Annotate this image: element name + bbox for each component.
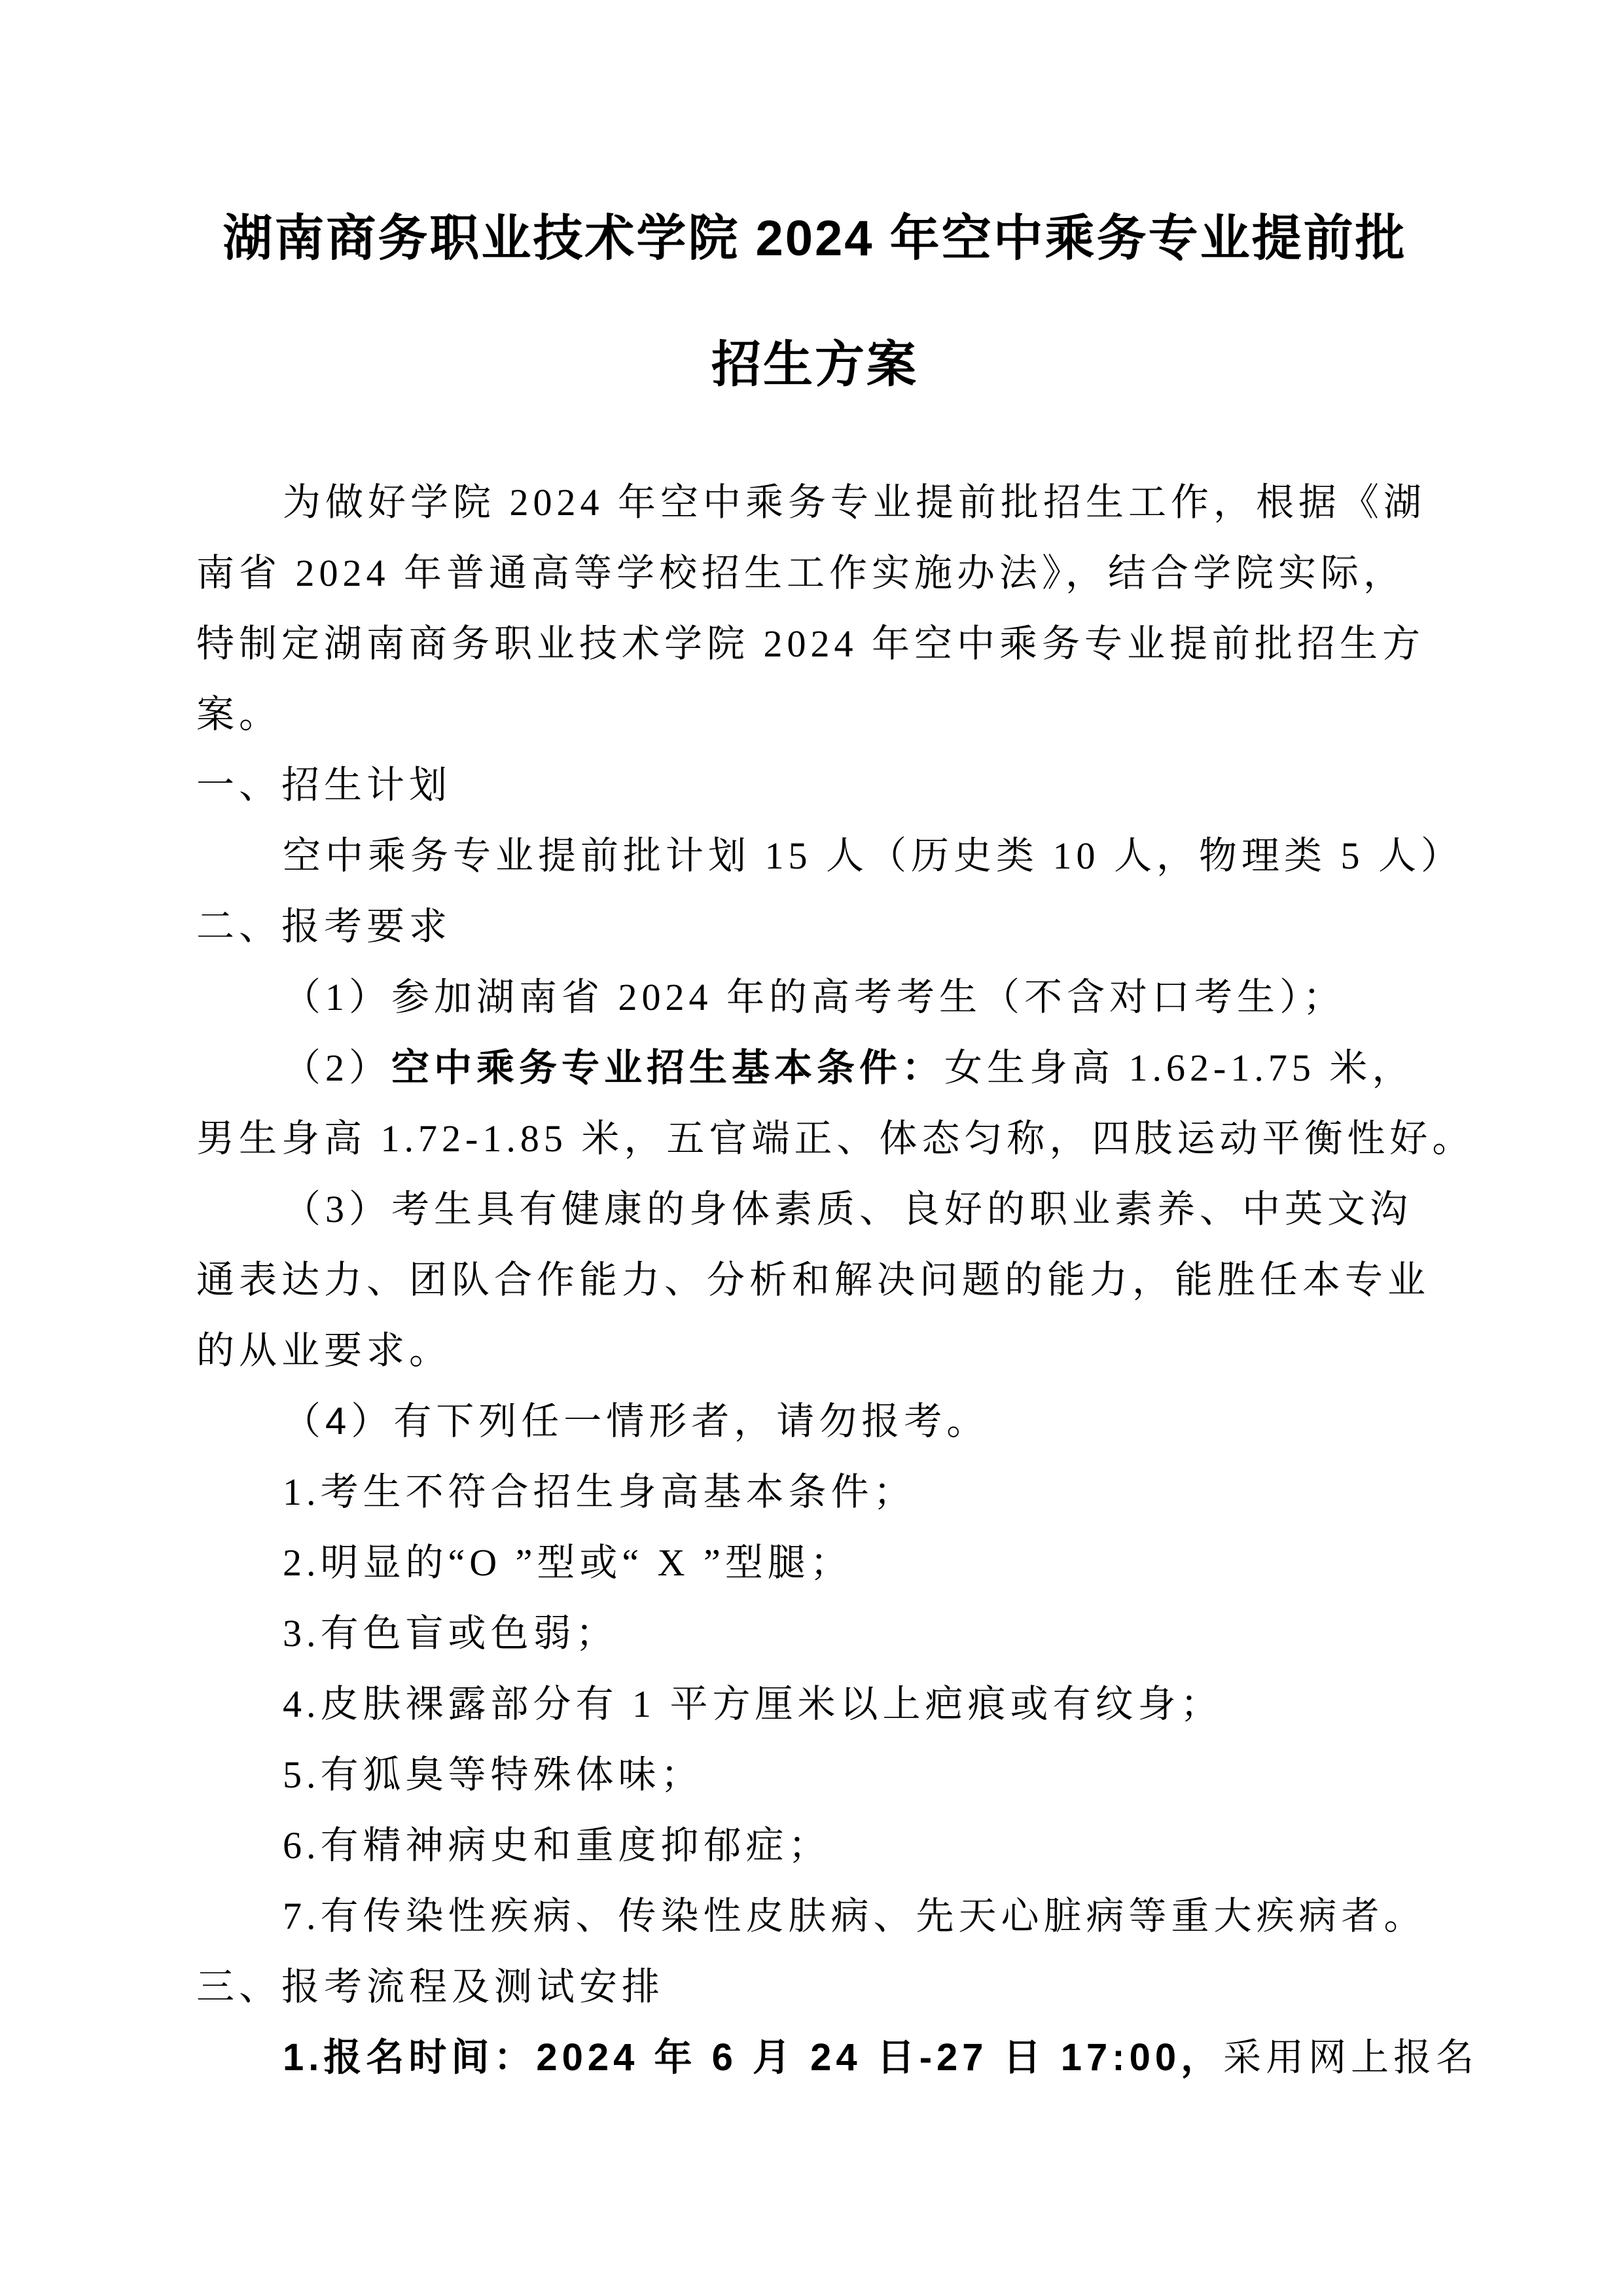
- document-body: [196, 467, 1479, 2093]
- requirement-item-2-line-2: 男生身高 1.72-1.85 米，五官端正、体态匀称，四肢运动平衡性好。: [196, 1117, 1475, 1160]
- requirement-item-1: （1）参加湖南省 2024 年的高考考生（不含对口考生）；: [283, 976, 1346, 1018]
- requirement-item-2-bold-lead: 空中乘务专业招生基本条件：: [391, 1047, 945, 1089]
- process-item-1-text: 采用网上报名: [1223, 2036, 1479, 2079]
- condition-item-1: 1.考生不符合招生身高基本条件；: [283, 1471, 916, 1513]
- condition-item-4: 4.皮肤裸露部分有 1 平方厘米以上疤痕或有纹身；: [283, 1683, 1223, 1725]
- requirement-item-3-line-3: 的从业要求。: [196, 1329, 452, 1372]
- intro-line-4: 案。: [196, 693, 282, 736]
- section-3-heading: 三、报考流程及测试安排: [196, 1965, 665, 2008]
- requirement-item-3-line-2: 通表达力、团队合作能力、分析和解决问题的能力，能胜任本专业: [196, 1259, 1431, 1301]
- title-line-1: 湖南商务职业技术学院 2024 年空中乘务专业提前批: [223, 211, 1407, 266]
- intro-line-1: 为做好学院 2024 年空中乘务专业提前批招生工作，根据《湖: [283, 481, 1427, 524]
- condition-item-6: 6.有精神病史和重度抑郁症；: [283, 1824, 831, 1867]
- requirement-item-3-line-1: （3）考生具有健康的身体素质、良好的职业素养、中英文沟: [283, 1188, 1413, 1230]
- process-item-1-bold-lead: 1.报名时间：2024 年 6 月 24 日-27 日 17:00，: [283, 2036, 1224, 2079]
- condition-item-7: 7.有传染性疾病、传染性皮肤病、先天心脏病等重大疾病者。: [283, 1895, 1427, 1937]
- process-item-1: [196, 2022, 1479, 2093]
- document-title: [196, 175, 1433, 428]
- condition-item-3: 3.有色盲或色弱；: [283, 1612, 618, 1655]
- condition-item-5: 5.有狐臭等特殊体味；: [283, 1753, 704, 1796]
- title-line-2: 招生方案: [711, 337, 918, 393]
- requirement-item-4-heading: （4）有下列任一情形者，请勿报考。: [283, 1400, 990, 1443]
- section-2-heading: 二、报考要求: [196, 905, 452, 948]
- intro-line-2: 南省 2024 年普通高等学校招生工作实施办法》，结合学院实际，: [196, 552, 1406, 594]
- requirement-item-2-text: 女生身高 1.62-1.75 米，: [944, 1047, 1415, 1089]
- requirement-item-2-number: （2）: [283, 1047, 392, 1089]
- intro-line-3: 特制定湖南商务职业技术学院 2024 年空中乘务专业提前批招生方: [196, 622, 1425, 665]
- enrollment-plan-line: 空中乘务专业提前批计划 15 人（历史类 10 人，物理类 5 人）: [283, 834, 1464, 877]
- requirement-item-2-line-1: [196, 1033, 1433, 1103]
- section-1-heading: 一、招生计划: [196, 764, 452, 806]
- condition-item-2: 2.明显的“O ”型或“ X ”型腿；: [283, 1541, 853, 1584]
